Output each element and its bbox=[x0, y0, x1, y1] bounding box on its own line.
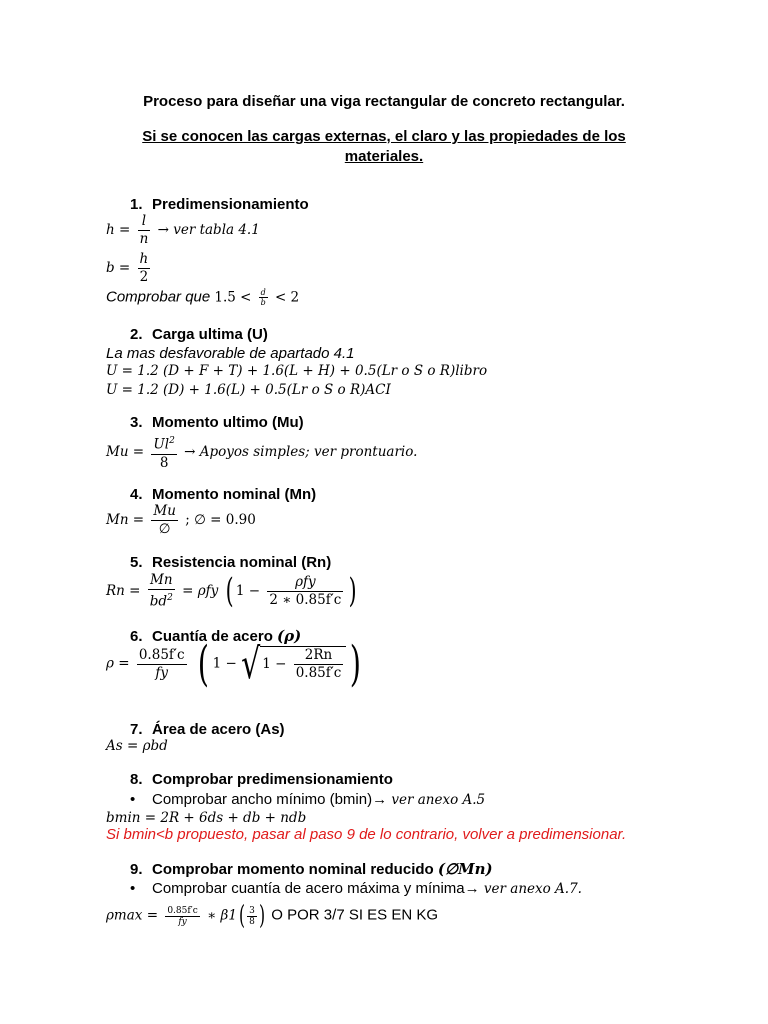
bullet-math: ver anexo A.7. bbox=[479, 881, 582, 897]
frac-num bbox=[151, 433, 176, 455]
sqrt-body bbox=[260, 646, 346, 682]
section-5-title: Resistencia nominal (Rn) bbox=[152, 554, 332, 571]
frac-num: ρfy bbox=[267, 574, 343, 592]
paren-open: ( bbox=[238, 901, 246, 931]
section-2-note: La mas desfavorable de apartado 4.1 bbox=[106, 345, 355, 362]
check-ratio-lower: 1.5 < bbox=[214, 289, 252, 306]
equation-bmin: bmin = 2R + 6ds + db + ndb bbox=[106, 810, 307, 826]
section-8-title: Comprobar predimensionamiento bbox=[152, 771, 393, 788]
document-subtitle: Si se conocen las cargas externas, el claro y las propiedades de los materiales. bbox=[142, 128, 626, 165]
eq-rhomax-lhs: ρmax = bbox=[106, 907, 159, 924]
paren-close: ) bbox=[350, 636, 362, 692]
section-9-title: Comprobar momento nominal reducido bbox=[152, 861, 434, 878]
frac-num: 2Rn bbox=[294, 647, 344, 665]
eq-rn-lhs: Rn = bbox=[106, 582, 141, 599]
sqrt-symbol: √ bbox=[241, 639, 261, 689]
frac-den: 8 bbox=[249, 916, 255, 927]
paren-close: ) bbox=[258, 901, 265, 931]
frac-den: fy bbox=[155, 664, 168, 681]
fraction-rhofy-over-085fc bbox=[267, 574, 343, 609]
equation-mn bbox=[106, 503, 256, 538]
section-7-title: Área de acero (As) bbox=[152, 721, 285, 738]
eq-rho-lhs: ρ = bbox=[106, 655, 130, 672]
section-8-heading bbox=[130, 771, 393, 788]
fraction-3-over-8 bbox=[247, 906, 257, 927]
check-ratio-upper: < 2 bbox=[274, 289, 300, 306]
eq-b-lhs: b = bbox=[106, 260, 131, 276]
frac-num: 3 bbox=[249, 905, 255, 916]
section-3-title: Momento ultimo (Mu) bbox=[152, 414, 304, 431]
frac-den: ∅ bbox=[158, 521, 171, 537]
section-9-heading bbox=[130, 860, 493, 878]
eq-h-lhs: h = bbox=[106, 222, 131, 238]
frac-den-base: bd bbox=[149, 593, 168, 610]
eq-h-rhs: → ver tabla 4.1 bbox=[157, 222, 260, 238]
fraction-mu-over-phi bbox=[151, 503, 178, 538]
section-8-bullet bbox=[130, 791, 485, 808]
frac-num: 0.85f′c bbox=[138, 646, 185, 663]
eq-rhomax-tail: O POR 3/7 SI ES EN KG bbox=[271, 906, 439, 924]
section-9-symbol: (∅Mn) bbox=[437, 860, 493, 878]
fraction-085fc-over-fy bbox=[137, 647, 187, 682]
check-ratio-text: Comprobar que bbox=[106, 288, 211, 306]
section-8-number: 8. bbox=[130, 771, 143, 788]
section-4-number: 4. bbox=[130, 486, 143, 503]
section-9-bullet bbox=[130, 880, 582, 897]
equation-rn bbox=[106, 572, 360, 611]
section-4-title: Momento nominal (Mn) bbox=[152, 486, 317, 503]
frac-den: 8 bbox=[159, 454, 169, 471]
frac-den: 2 bbox=[139, 269, 149, 285]
paren-open: ( bbox=[225, 571, 234, 612]
section-1-number: 1. bbox=[130, 196, 143, 213]
frac-den: 0.85f′c bbox=[295, 665, 342, 681]
bullet-dot: • bbox=[130, 791, 136, 808]
section-1-title: Predimensionamiento bbox=[152, 196, 309, 213]
equation-mu bbox=[106, 433, 417, 472]
equation-b bbox=[106, 251, 153, 286]
eq-rho-one-minus: 1 − bbox=[212, 655, 237, 672]
equation-h bbox=[106, 213, 260, 248]
fraction-2rn-over-085fc bbox=[294, 647, 344, 682]
equation-u-aci: U = 1.2 (D) + 1.6(L) + 0.5(Lr o S o R)ACI bbox=[106, 382, 391, 398]
equation-as: As = ρbd bbox=[106, 738, 168, 754]
section-6-symbol: (ρ) bbox=[277, 627, 302, 645]
frac-den bbox=[148, 590, 175, 611]
fraction-l-over-n bbox=[138, 213, 151, 248]
section-8-warning: Si bmin<b propuesto, pasar al paso 9 de lo contrario, volver a predimensionar. bbox=[106, 826, 627, 843]
section-7-number: 7. bbox=[130, 721, 143, 738]
equation-rhomax bbox=[106, 899, 438, 933]
eq-mn-rhs: ; ∅ = 0.90 bbox=[185, 512, 256, 528]
frac-num: Mu bbox=[153, 503, 176, 519]
eq-rn-one-minus: 1 − bbox=[235, 582, 261, 599]
bullet-dot: • bbox=[130, 880, 136, 897]
frac-num-exp: 2 bbox=[169, 436, 175, 446]
eq-mn-lhs: Mn = bbox=[106, 512, 145, 528]
frac-num: 0.85f′c bbox=[167, 905, 198, 916]
frac-den: fy bbox=[178, 916, 187, 927]
frac-num: d bbox=[260, 288, 266, 297]
fraction-h-over-2 bbox=[138, 251, 151, 286]
section-2-number: 2. bbox=[130, 326, 143, 343]
paren-close: ) bbox=[349, 571, 357, 612]
eq-rho-inner-one-minus: 1 − bbox=[262, 656, 287, 672]
section-2-title: Carga ultima (U) bbox=[152, 326, 268, 343]
section-3-heading bbox=[130, 414, 304, 431]
section-9-number: 9. bbox=[130, 861, 143, 878]
frac-den: n bbox=[139, 231, 149, 247]
check-ratio-line bbox=[106, 288, 299, 307]
section-7-heading bbox=[130, 721, 285, 738]
section-6-heading bbox=[130, 627, 301, 645]
section-4-heading bbox=[130, 486, 316, 503]
bullet-text: Comprobar cuantía de acero máxima y mínima→ bbox=[152, 880, 480, 897]
paren-open: ( bbox=[197, 636, 209, 692]
fraction-d-over-b bbox=[259, 288, 268, 307]
fraction-mn-over-bd2 bbox=[148, 572, 175, 611]
section-3-number: 3. bbox=[130, 414, 143, 431]
section-5-heading bbox=[130, 554, 331, 571]
frac-num-base: Ul bbox=[153, 436, 170, 453]
section-1-heading bbox=[130, 196, 309, 213]
fraction-ul2-over-8 bbox=[151, 433, 176, 472]
frac-num: h bbox=[139, 251, 149, 267]
section-2-heading bbox=[130, 326, 268, 343]
bullet-text: Comprobar ancho mínimo (bmin)→ bbox=[152, 791, 388, 808]
frac-den-exp: 2 bbox=[167, 593, 173, 603]
eq-rhomax-mid: ∗ β1 bbox=[207, 907, 237, 924]
eq-mu-rhs: → Apoyos simples; ver prontuario. bbox=[184, 443, 418, 460]
section-5-number: 5. bbox=[130, 554, 143, 571]
bullet-math: ver anexo A.5 bbox=[387, 792, 486, 808]
equation-u-libro: U = 1.2 (D + F + T) + 1.6(L + H) + 0.5(Lr o S o R)libro bbox=[106, 363, 488, 379]
eq-rn-mid: = ρfy bbox=[182, 582, 219, 599]
frac-den: 2 ∗ 0.85f′c bbox=[269, 591, 342, 608]
frac-num: l bbox=[138, 213, 151, 231]
section-6-title: Cuantía de acero bbox=[152, 628, 273, 645]
fraction-085fc-over-fy bbox=[165, 906, 199, 927]
frac-den: b bbox=[260, 298, 266, 307]
eq-mu-lhs: Mu = bbox=[106, 443, 145, 460]
document-title: Proceso para diseñar una viga rectangular de concreto rectangular. bbox=[143, 93, 625, 110]
frac-num: Mn bbox=[148, 572, 175, 590]
section-6-number: 6. bbox=[130, 628, 143, 645]
